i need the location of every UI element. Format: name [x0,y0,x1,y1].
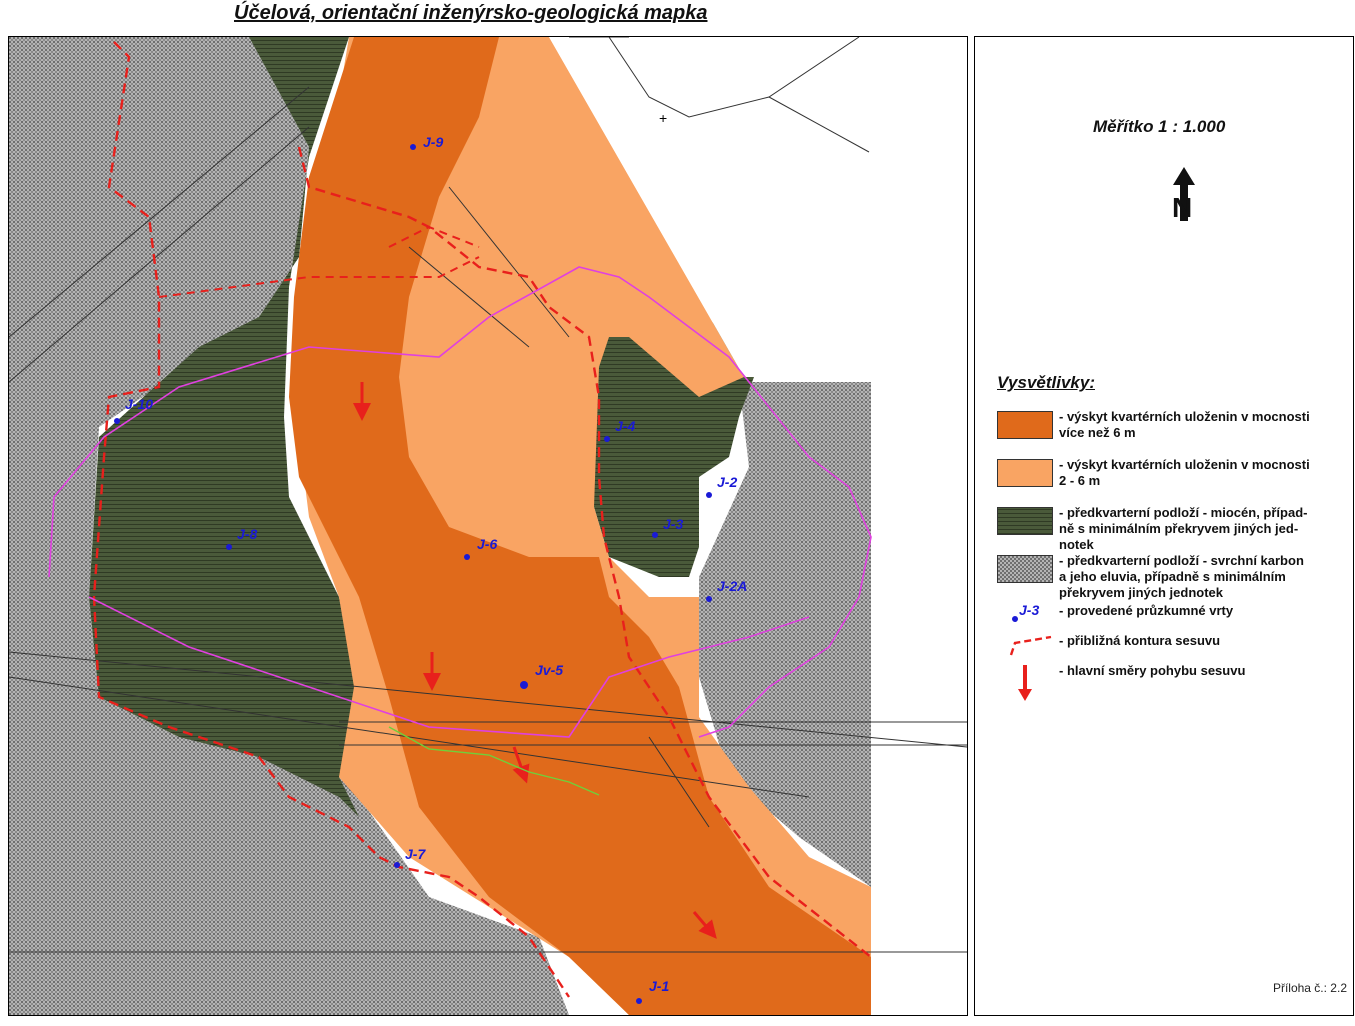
legend-panel: Měřítko 1 : 1.000 N Vysvětlivky: - výskyt kvartérních uloženin v mocnosti více než 6 m - výskyt kvartérních uloženin v mocnosti 2 - 6 m - předkvarterní podloží - miocén, případ- ně s minimálním překryvem jiných jed- notek - předkvarterní podloží - svrchní karbon a jeho eluvia, případně s minimálním překryvem jiných jednotek J-3 - provedené průzkumné vrty - přibližná kontura sesuvu - hlavní směry pohybu sesuvu Příloha č.: 2.2 [974,36,1354,1016]
swatch-miocene [997,507,1053,535]
map-panel[interactable] [8,36,968,1016]
svg-text:N: N [1172,192,1193,223]
annex-label: Příloha č.: 2.2 [1272,981,1347,995]
legend-item-boreholes: J-3 - provedené průzkumné vrty [997,605,1347,634]
svg-text:J-3: J-3 [1019,605,1040,618]
svg-text:J-8: J-8 [237,526,258,542]
swatch-carbon [997,555,1053,583]
legend-item-contour: - přibližná kontura sesuvu [997,635,1347,664]
dashed-contour-icon [997,635,1053,659]
borehole-j2[interactable] [706,474,737,498]
map-title: Účelová, orientační inženýrsko-geologická mapka [234,2,708,24]
legend-title: Vysvětlivky: [997,373,1095,392]
svg-text:J-9: J-9 [423,134,444,150]
svg-text:J-2: J-2 [717,474,738,490]
scale-label: Měřítko 1 : 1.000 [1093,117,1226,136]
svg-text:J-4: J-4 [615,418,636,434]
borehole-icon [997,605,1053,629]
legend-item-direction: - hlavní směry pohybu sesuvu [997,665,1347,710]
svg-text:J-7: J-7 [405,846,426,862]
swatch-thick-quaternary [997,411,1053,439]
svg-text:Jv-5: Jv-5 [535,662,564,678]
crosshair-icon: + [659,110,668,126]
geological-map [9,37,967,1015]
north-arrow-icon [1169,167,1199,228]
swatch-thin-quaternary [997,459,1053,487]
red-arrow-icon [997,665,1053,705]
svg-text:J-2A: J-2A [717,578,748,594]
svg-text:J-1: J-1 [649,978,670,994]
svg-text:J-3: J-3 [663,516,684,532]
svg-text:J-6: J-6 [477,536,498,552]
svg-text:J-10: J-10 [125,396,154,412]
